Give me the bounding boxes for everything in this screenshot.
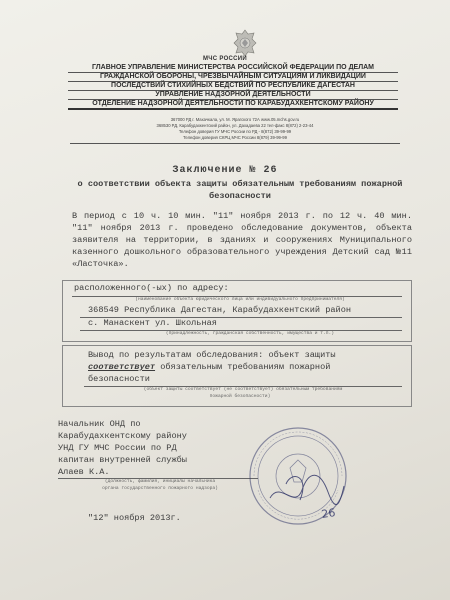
conclusion-line	[88, 362, 330, 372]
letterhead-line: ОТДЕЛЕНИЕ НАДЗОРНОЙ ДЕЯТЕЛЬНОСТИ ПО КАРАБУДАХКЕНТСКОМУ РАЙОНУ	[68, 100, 398, 110]
signature-line: Начальник ОНД по	[58, 419, 141, 429]
located-label: расположенного(-ых) по адресу:	[74, 283, 229, 293]
conclusion-caption-1: (объект защиты соответствует (не соответствует) обязательным требованиям	[143, 387, 343, 392]
conclusion-last: безопасности	[88, 374, 150, 384]
signature-line: Карабудахкентскому району	[58, 431, 187, 441]
signature-line: капитан внутренней службы	[58, 455, 187, 465]
conclusion-word: соответствует	[88, 362, 156, 372]
address-line: Телефон доверия ГУ МЧС России по РД - 8(872) 39-99-99	[178, 129, 292, 134]
letterhead-block	[68, 64, 398, 110]
letterhead-line: ПОСЛЕДСТВИЙ СТИХИЙНЫХ БЕДСТВИЙ ПО РЕСПУБЛИКЕ ДАГЕСТАН	[68, 82, 398, 91]
document-subtitle: о соответствии объекта защиты обязательным требованиям пожарной безопасности	[77, 179, 403, 201]
signature-caption-2: органа государственного пожарного надзора)	[102, 486, 218, 491]
conclusion-caption-2: пожарной безопасности)	[209, 394, 271, 399]
address-line-1: 368549 Республика Дагестан, Карабудахкентский район	[88, 305, 352, 315]
header-divider	[70, 143, 400, 144]
ministry-short-label: МЧС РОССИИ	[202, 56, 248, 62]
document-title: Заключение № 26	[172, 165, 278, 176]
ownership-caption: (принадлежность, гражданская собственность, имущества и т.п.)	[165, 331, 335, 336]
mchs-emblem-icon	[232, 28, 258, 58]
svg-text:26: 26	[320, 506, 337, 521]
signature-line: УНД ГУ МЧС России по РД	[58, 443, 177, 453]
signature-line: Алаев К.А.	[58, 467, 110, 477]
official-stamp-icon	[240, 420, 355, 530]
signature-caption-1: (должность, фамилия, инициалы начальника	[104, 479, 216, 484]
conclusion-prefix: Вывод по результатам обследования: объект защиты	[88, 350, 336, 360]
address-line: Телефон доверия СКРЦ МЧС России 8(879) 39-99-99	[183, 135, 287, 140]
address-line-2: с. Манаскент ул. Школьная	[88, 318, 217, 328]
object-caption: (наименование объекта юридического лица или индивидуального предпринимателя)	[135, 297, 345, 302]
conclusion-suffix: обязательным требованиям пожарной	[160, 362, 331, 372]
letterhead-line: ГРАЖДАНСКОЙ ОБОРОНЫ, ЧРЕЗВЫЧАЙНЫМ СИТУАЦИЯМ И ЛИКВИДАЦИИ	[68, 73, 398, 82]
address-line: 368530 РД, Карабудахкентский район, ул. Дахадаева 22 тел-факс 8(872) 2-23-44	[156, 123, 314, 128]
address-line: 367000 РД г. Махачкала, ул. М. Ярагского 72А www.05.mchs.gov.ru	[170, 117, 300, 122]
letterhead-line: ГЛАВНОЕ УПРАВЛЕНИЕ МИНИСТЕРСТВА РОССИЙСКОЙ ФЕДЕРАЦИИ ПО ДЕЛАМ	[68, 64, 398, 73]
intro-paragraph: В период с 10 ч. 10 мин. "11" ноября 2013 г. по 12 ч. 40 мин. "11" ноября 2013 г. проведено обследование документов, объекта заявителя на территории, в зданиях и сооружениях Муниципального казенного дошкольного образовательного учреждения Детский сад №11 «Ласточка».	[72, 211, 412, 269]
document-date: "12" ноября 2013г.	[88, 513, 181, 523]
address-block	[100, 117, 370, 141]
letterhead-line: УПРАВЛЕНИЕ НАДЗОРНОЙ ДЕЯТЕЛЬНОСТИ	[68, 91, 398, 100]
